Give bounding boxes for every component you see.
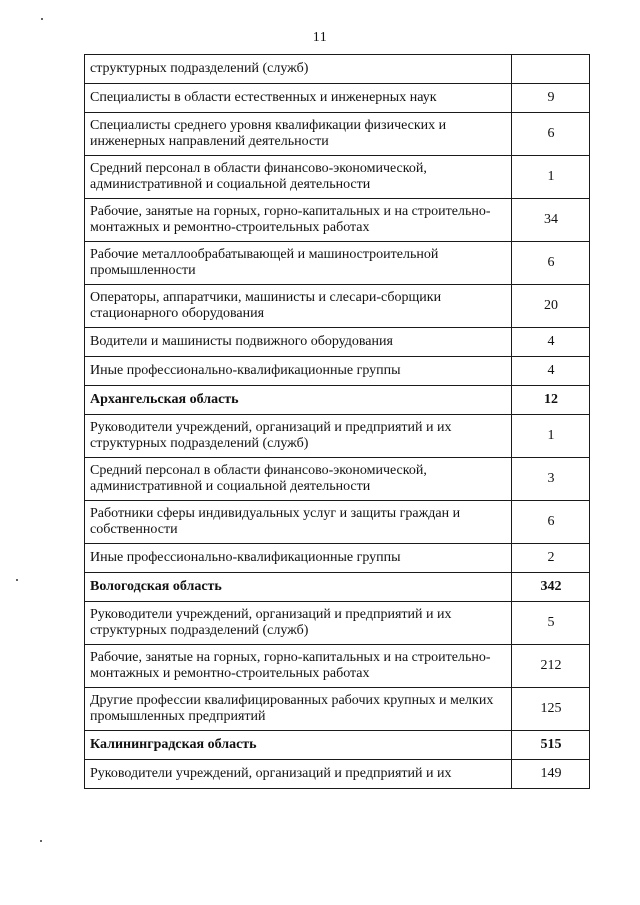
table-row xyxy=(85,544,590,573)
count-cell: 9 xyxy=(512,84,590,113)
category-name-cell: Водители и машинисты подвижного оборудования xyxy=(85,328,512,357)
count-cell: 212 xyxy=(512,645,590,688)
table-row xyxy=(85,113,590,156)
category-name-cell: Рабочие, занятые на горных, горно-капитальных и на строительно-монтажных и ремонтно-строительных работах xyxy=(85,199,512,242)
region-total-cell: 12 xyxy=(512,386,590,415)
table-row xyxy=(85,328,590,357)
table-row xyxy=(85,760,590,789)
category-name-cell: Операторы, аппаратчики, машинисты и слесари-сборщики стационарного оборудования xyxy=(85,285,512,328)
table-row xyxy=(85,415,590,458)
table-row xyxy=(85,242,590,285)
category-name-cell: Руководители учреждений, организаций и предприятий и их структурных подразделений (служб) xyxy=(85,415,512,458)
page-number: 11 xyxy=(312,30,328,45)
table-row xyxy=(85,285,590,328)
category-name-cell: Специалисты в области естественных и инженерных наук xyxy=(85,84,512,113)
scan-speck xyxy=(16,579,18,581)
category-name-cell: Специалисты среднего уровня квалификации физических и инженерных направлений деятельности xyxy=(85,113,512,156)
region-row xyxy=(85,731,590,760)
table-row xyxy=(85,199,590,242)
table-row xyxy=(85,357,590,386)
table-row xyxy=(85,156,590,199)
region-total-cell: 515 xyxy=(512,731,590,760)
count-cell: 6 xyxy=(512,242,590,285)
table-row xyxy=(85,458,590,501)
table-row xyxy=(85,501,590,544)
category-name-cell: Иные профессионально-квалификационные группы xyxy=(85,357,512,386)
table-row xyxy=(85,55,590,84)
region-name-cell: Вологодская область xyxy=(85,573,512,602)
table-body xyxy=(85,55,590,789)
count-cell: 34 xyxy=(512,199,590,242)
count-cell: 149 xyxy=(512,760,590,789)
count-cell: 1 xyxy=(512,156,590,199)
table-row xyxy=(85,645,590,688)
count-cell: 5 xyxy=(512,602,590,645)
region-name-cell: Архангельская область xyxy=(85,386,512,415)
scan-speck xyxy=(41,18,43,20)
count-cell: 3 xyxy=(512,458,590,501)
count-cell: 2 xyxy=(512,544,590,573)
category-name-cell: Руководители учреждений, организаций и предприятий и их структурных подразделений (служб) xyxy=(85,602,512,645)
category-name-cell: Рабочие, занятые на горных, горно-капитальных и на строительно-монтажных и ремонтно-строительных работах xyxy=(85,645,512,688)
category-name-cell: Руководители учреждений, организаций и предприятий и их xyxy=(85,760,512,789)
count-cell: 1 xyxy=(512,415,590,458)
table-row xyxy=(85,688,590,731)
table-row xyxy=(85,602,590,645)
region-row xyxy=(85,573,590,602)
category-name-cell: Рабочие металлообрабатывающей и машиностроительной промышленности xyxy=(85,242,512,285)
category-name-cell: Средний персонал в области финансово-экономической, административной и социальной деятельности xyxy=(85,458,512,501)
table-row xyxy=(85,84,590,113)
count-cell xyxy=(512,55,590,84)
scan-speck xyxy=(40,840,42,842)
count-cell: 4 xyxy=(512,328,590,357)
category-name-cell: структурных подразделений (служб) xyxy=(85,55,512,84)
category-name-cell: Работники сферы индивидуальных услуг и защиты граждан и собственности xyxy=(85,501,512,544)
category-name-cell: Иные профессионально-квалификационные группы xyxy=(85,544,512,573)
region-row xyxy=(85,386,590,415)
count-cell: 125 xyxy=(512,688,590,731)
count-cell: 6 xyxy=(512,501,590,544)
category-name-cell: Другие профессии квалифицированных рабочих крупных и мелких промышленных предприятий xyxy=(85,688,512,731)
count-cell: 20 xyxy=(512,285,590,328)
region-total-cell: 342 xyxy=(512,573,590,602)
region-name-cell: Калининградская область xyxy=(85,731,512,760)
count-cell: 4 xyxy=(512,357,590,386)
quota-table xyxy=(84,54,590,789)
category-name-cell: Средний персонал в области финансово-экономической, административной и социальной деятельности xyxy=(85,156,512,199)
count-cell: 6 xyxy=(512,113,590,156)
